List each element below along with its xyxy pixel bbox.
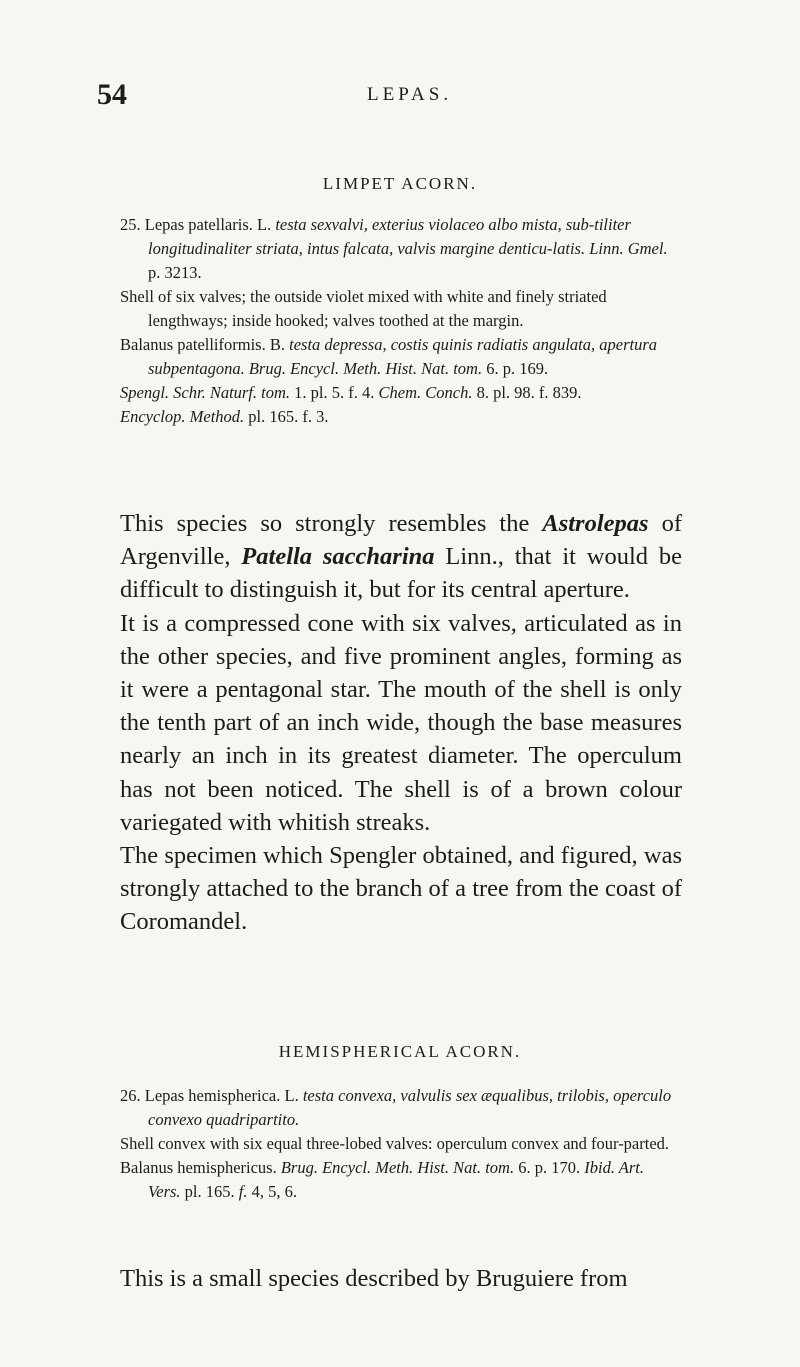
entry-text: 6. p. 170. (514, 1158, 585, 1177)
entry-26 (120, 1084, 680, 1132)
entry-ref: Encyclop. Method. (120, 407, 245, 426)
entry-latin: testa sexvalvi, exterius violaceo albo mista, sub-tiliter longitudinaliter striata, intus falcata, valvis margine denticu-latis. Linn. Gmel. (148, 215, 668, 258)
entry-text: Balanus hemisphericus. (120, 1158, 281, 1177)
paragraph-text: of Argenville, (120, 510, 682, 571)
paragraph-description: It is a compressed cone with six valves, articulated as in the other species, and five prominent angles, forming as it were a pentagonal star. The mouth of the shell is only the tenth part of an inch wide, though the base measures nearly an inch in its greatest diameter. The operculum has not been noticed. The shell is of a brown colour variegated with whitish streaks. (120, 609, 682, 836)
entry-number: 25. (120, 215, 141, 234)
species-name: Patella saccharina (241, 543, 435, 571)
entry-text: 8. pl. 98. f. 839. (472, 383, 582, 402)
description-block-limpet (120, 507, 682, 939)
species-name: Astrolepas (542, 510, 649, 537)
paragraph-text: This species so strongly resembles the (120, 510, 543, 537)
entry-latin: testa depressa, costis quinis radiatis angulata, apertura subpentagona. Brug. Encycl. Meth. Hist. Nat. tom. (148, 335, 658, 378)
entry-ref: f. (238, 1182, 248, 1201)
section-heading-limpet-acorn: LIMPET ACORN. (322, 174, 478, 193)
synonymy-block-limpet (120, 213, 680, 429)
entry-text: pl. 165. (180, 1182, 239, 1201)
description-block-hemispherical (120, 1262, 682, 1295)
entry-text: 4, 5, 6. (247, 1182, 297, 1201)
entry-ref: Chem. Conch. (378, 383, 473, 402)
running-title: LEPAS. (367, 84, 453, 105)
entry-25 (120, 213, 680, 285)
paragraph-resemblance (120, 507, 682, 607)
paragraph-specimen: The specimen which Spengler obtained, and figured, was strongly attached to the branch of a tree from the coast of Coromandel. (120, 842, 682, 936)
entry-spengler-ref (120, 381, 680, 405)
entry-latin: testa convexa, valvulis sex æqualibus, trilobis, operculo convexo quadripartito. (148, 1086, 672, 1129)
entry-number: 26. (120, 1086, 141, 1105)
page-number: 54 (97, 78, 127, 111)
entry-ref: Ibid. Art. Vers. (148, 1158, 644, 1201)
entry-text: pl. 165. f. 3. (244, 407, 329, 426)
entry-text: Lepas patellaris. L. (140, 215, 276, 234)
entry-translation: Shell convex with six equal three-lobed valves: operculum convex and four-parted. (120, 1134, 670, 1153)
section-heading-hemispherical-acorn: HEMISPHERICAL ACORN. (278, 1042, 522, 1061)
entry-ref: Spengl. Schr. Naturf. tom. (120, 383, 291, 402)
entry-translation: Shell of six valves; the outside violet mixed with white and finely striated lengthways; inside hooked; valves toothed at the margin. (120, 287, 607, 330)
entry-ref: Brug. Encycl. Meth. Hist. Nat. tom. (280, 1158, 515, 1177)
entry-text: 1. pl. 5. f. 4. (290, 383, 379, 402)
synonymy-block-hemispherical (120, 1084, 680, 1204)
entry-text: p. 3213. (148, 263, 202, 282)
entry-balanus-hemisphericus (120, 1156, 680, 1204)
entry-text: Balanus patelliformis. B. (120, 335, 290, 354)
entry-text: Lepas hemispherica. L. (140, 1086, 303, 1105)
entry-encyclop-ref (120, 405, 680, 429)
paragraph-text: Linn., that it would be difficult to distinguish it, but for its central aperture. (120, 543, 682, 604)
entry-balanus-patelliformis (120, 333, 680, 381)
entry-text: 6. p. 169. (482, 359, 549, 378)
paragraph-small-species: This is a small species described by Bruguiere from (120, 1265, 628, 1292)
